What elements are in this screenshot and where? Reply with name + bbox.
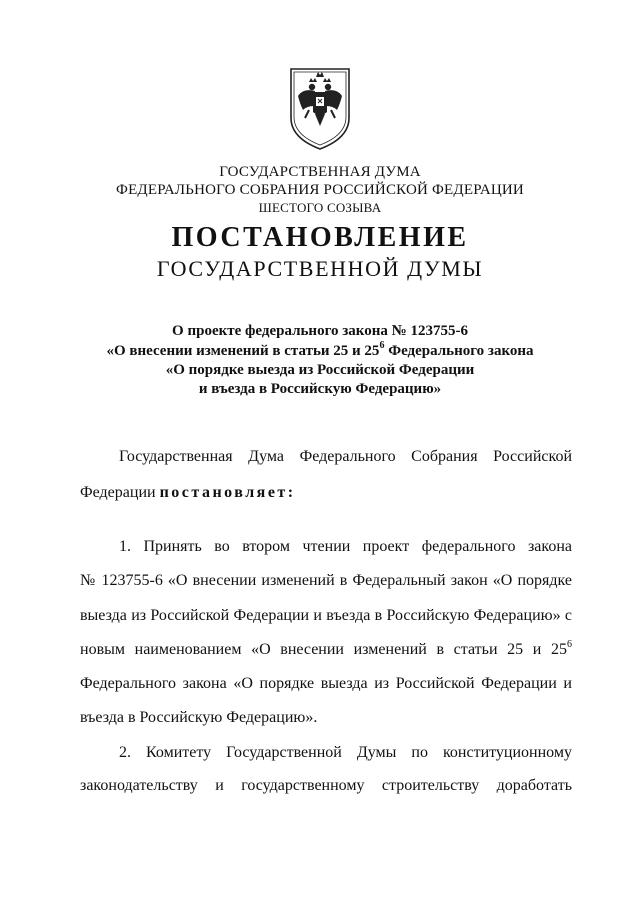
document-subtitle: ГОСУДАРСТВЕННОЙ ДУМЫ xyxy=(156,256,484,281)
intro-line-2 xyxy=(80,483,296,503)
intro-federation: Федерации xyxy=(80,484,160,501)
org-line-1: ГОСУДАРСТВЕННАЯ ДУМА xyxy=(219,164,421,180)
subject-line-1: О проекте федерального закона № 123755-6 xyxy=(172,323,468,339)
p2-line-2: законодательству и государственному строительству доработать xyxy=(80,777,572,794)
subject-line-2 xyxy=(0,342,640,360)
subject-line-3: «О порядке выезда из Российской Федерации xyxy=(165,362,475,378)
p1-line-4-text: новым наименованием «О внесении изменений в статьи 25 и 25 xyxy=(80,641,567,658)
subject-superscript: 6 xyxy=(379,340,385,351)
coat-of-arms-icon xyxy=(287,66,353,152)
subject-line-2-end: Федерального закона xyxy=(384,343,534,359)
document-title: ПОСТАНОВЛЕНИЕ xyxy=(171,222,469,253)
p1-line-2: № 123755-6 «О внесении изменений в Федеральный закон «О порядке xyxy=(80,572,572,589)
intro-resolves: постановляет: xyxy=(159,484,296,501)
subject-line-2-start: «О внесении изменений в статьи 25 и 25 xyxy=(106,343,380,359)
p1-line-6: въезда в Российскую Федерацию». xyxy=(80,709,318,726)
org-line-3: ШЕСТОГО СОЗЫВА xyxy=(258,200,382,215)
subject-line-4: и въезда в Российскую Федерацию» xyxy=(198,381,442,397)
p1-superscript: 6 xyxy=(567,639,572,650)
p1-line-5: Федерального закона «О порядке выезда из Российской Федерации и xyxy=(80,675,572,692)
p1-line-3: выезда из Российской Федерации и въезда в Российскую Федерацию» с xyxy=(80,607,572,624)
intro-line-1: Государственная Дума Федерального Собрания Российской xyxy=(119,448,572,465)
p1-line-1: 1. Принять во втором чтении проект федерального закона xyxy=(119,538,572,555)
p1-line-4 xyxy=(80,640,572,660)
org-line-2: ФЕДЕРАЛЬНОГО СОБРАНИЯ РОССИЙСКОЙ ФЕДЕРАЦИИ xyxy=(116,182,524,198)
p2-line-1: 2. Комитету Государственной Думы по конституционному xyxy=(119,744,572,761)
